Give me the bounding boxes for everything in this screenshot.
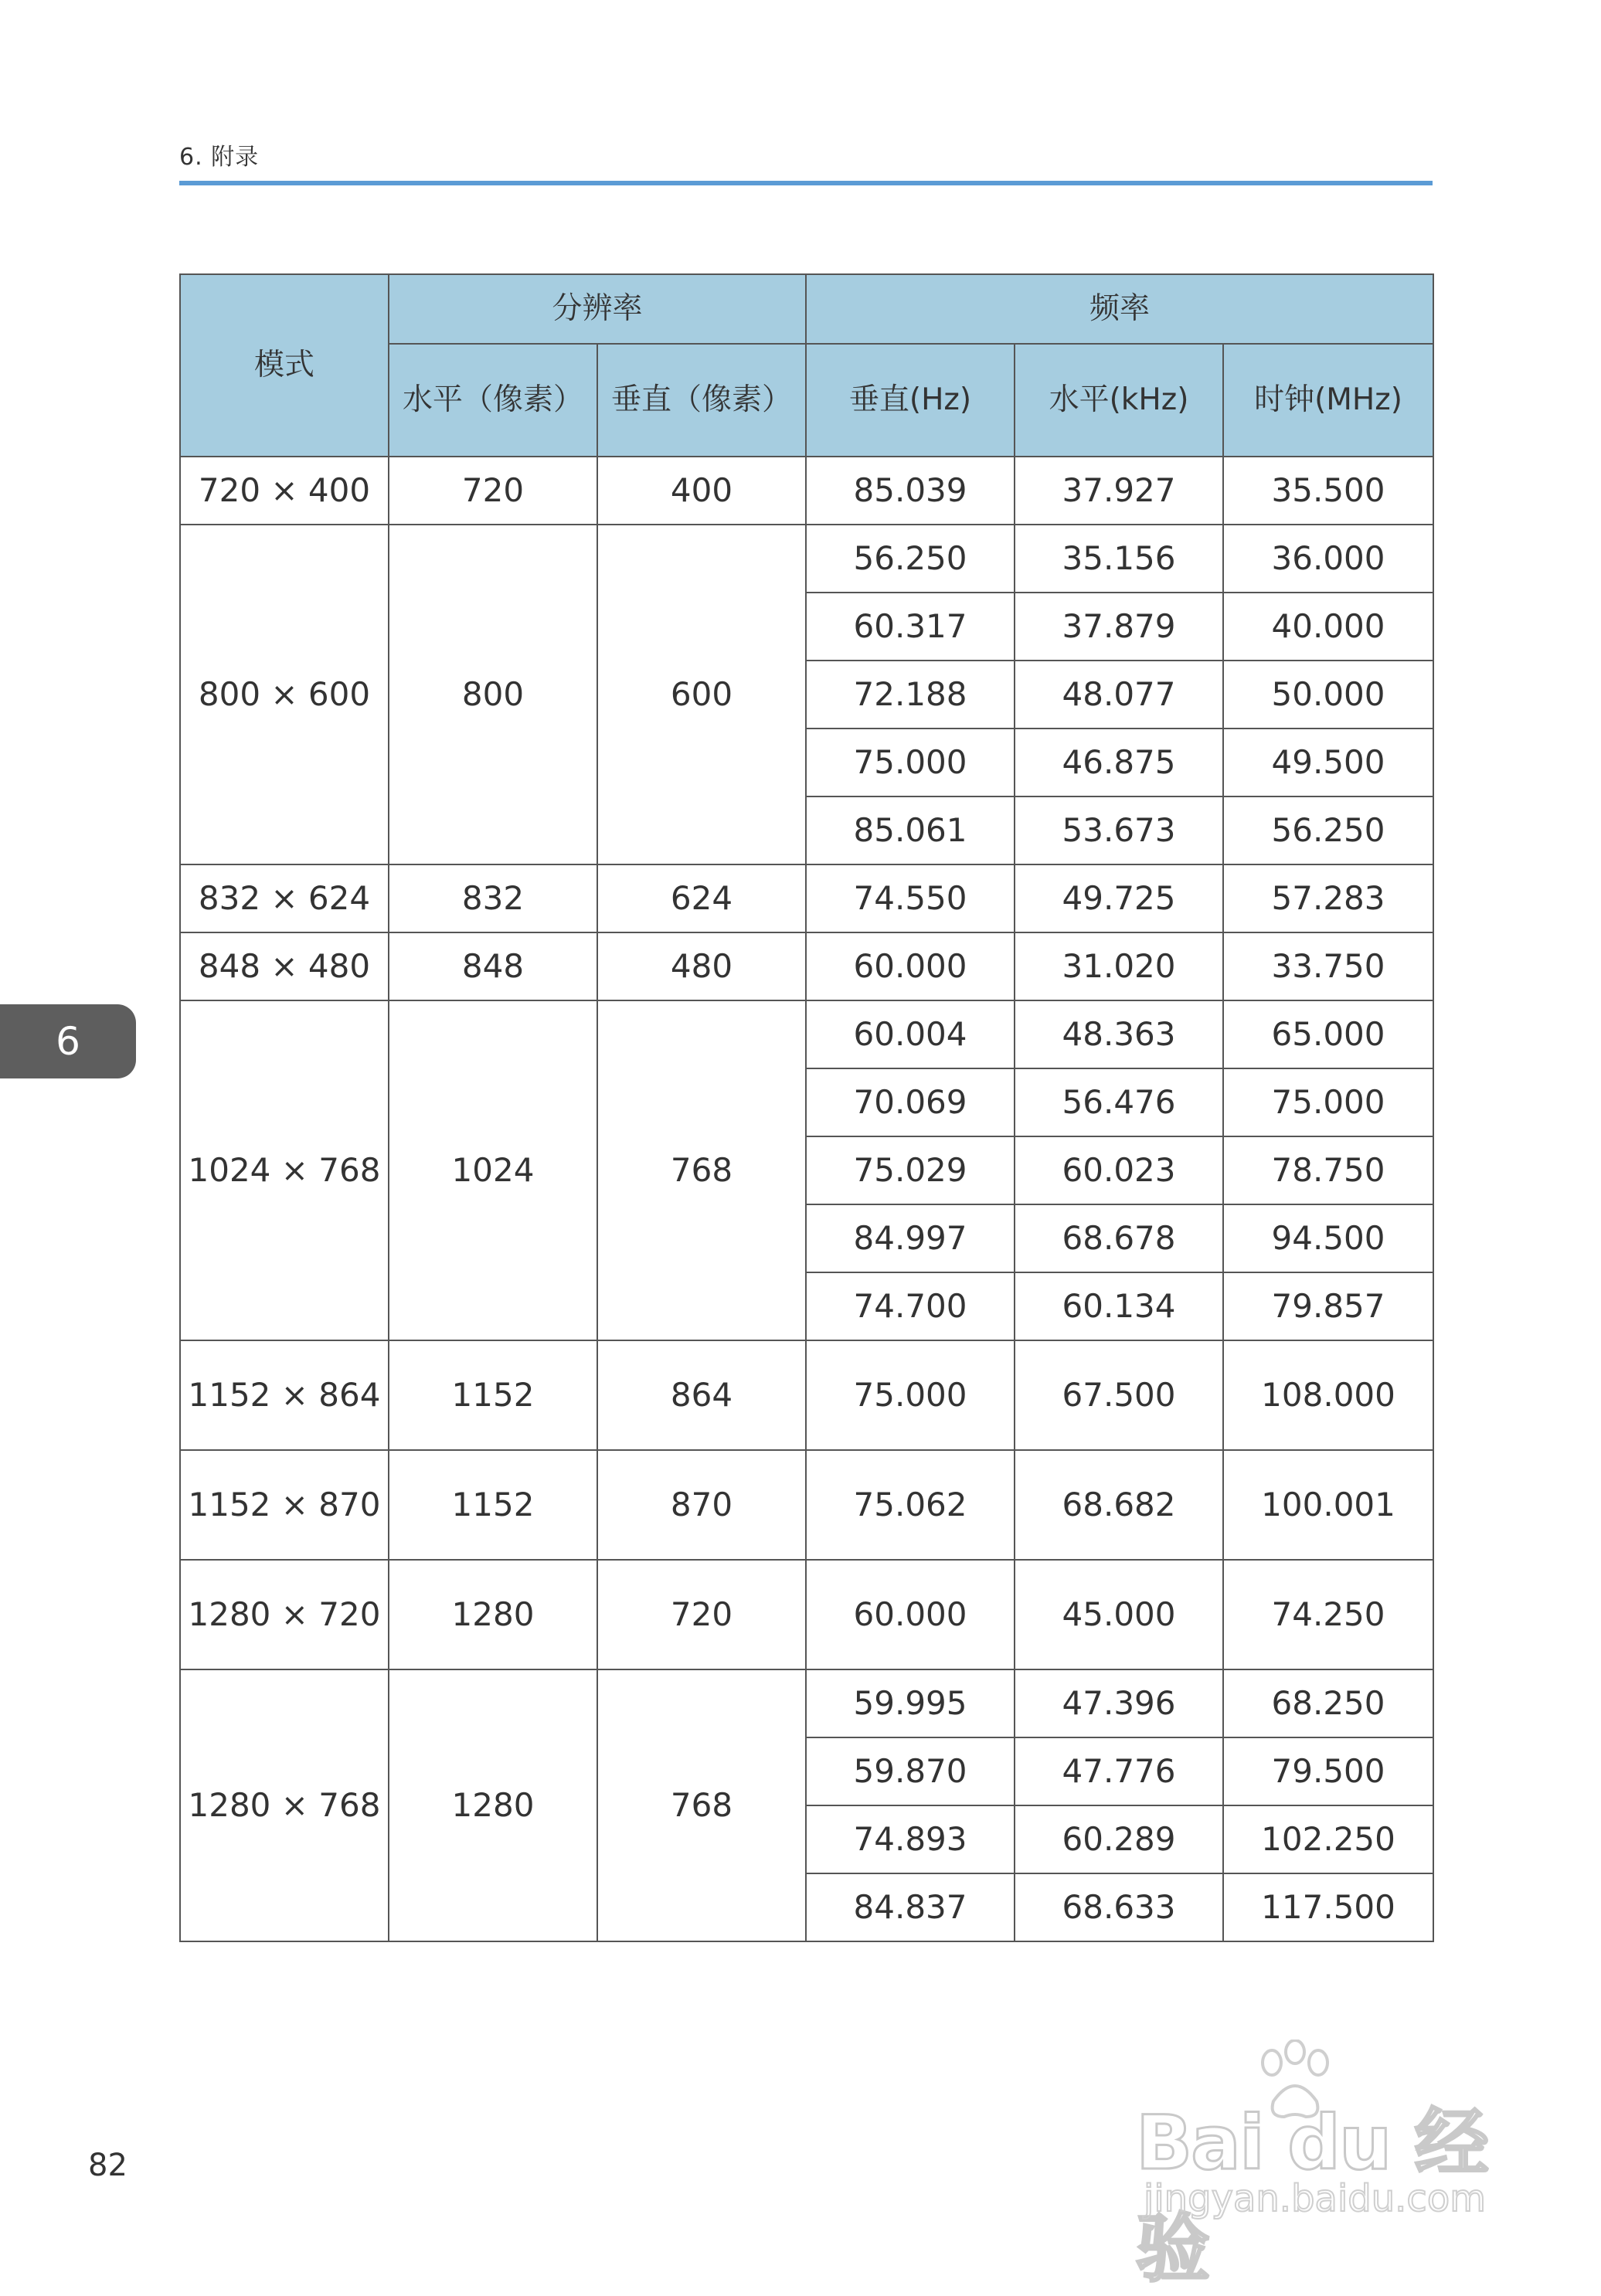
freq-horizontal-cell: 47.776 (1015, 1737, 1223, 1805)
freq-horizontal-cell: 60.023 (1015, 1136, 1223, 1204)
freq-horizontal-cell: 60.289 (1015, 1805, 1223, 1873)
freq-clock-cell: 117.500 (1223, 1873, 1433, 1941)
res-horizontal-cell: 848 (389, 932, 597, 1000)
freq-vertical-cell: 75.000 (806, 729, 1015, 796)
res-horizontal-cell: 1152 (389, 1340, 597, 1450)
freq-clock-cell: 75.000 (1223, 1068, 1433, 1136)
res-horizontal-cell: 800 (389, 525, 597, 864)
freq-clock-cell: 102.250 (1223, 1805, 1433, 1873)
freq-vertical-cell: 85.061 (806, 796, 1015, 864)
freq-vertical-cell: 60.317 (806, 593, 1015, 661)
res-horizontal-cell: 1152 (389, 1450, 597, 1560)
watermark (1136, 2040, 1522, 2292)
freq-horizontal-cell: 68.682 (1015, 1450, 1223, 1560)
watermark-brand: Bai du 经验 (1136, 2100, 1487, 2292)
freq-horizontal-cell: 60.134 (1015, 1272, 1223, 1340)
header-freq-clock: 时钟(MHz) (1223, 344, 1433, 457)
res-horizontal-cell: 720 (389, 457, 597, 525)
freq-vertical-cell: 75.029 (806, 1136, 1015, 1204)
header-res-vertical: 垂直（像素） (597, 344, 806, 457)
freq-clock-cell: 56.250 (1223, 796, 1433, 864)
mode-cell: 1024 × 768 (180, 1000, 389, 1340)
freq-vertical-cell: 85.039 (806, 457, 1015, 525)
mode-cell: 1152 × 870 (180, 1450, 389, 1560)
header-res-horizontal: 水平（像素） (389, 344, 597, 457)
freq-vertical-cell: 60.004 (806, 1000, 1015, 1068)
table-row (180, 1340, 1433, 1450)
res-vertical-cell: 870 (597, 1450, 806, 1560)
freq-vertical-cell: 60.000 (806, 1560, 1015, 1669)
freq-vertical-cell: 59.870 (806, 1737, 1015, 1805)
freq-clock-cell: 50.000 (1223, 661, 1433, 729)
freq-horizontal-cell: 47.396 (1015, 1669, 1223, 1737)
res-vertical-cell: 400 (597, 457, 806, 525)
mode-cell: 1280 × 768 (180, 1669, 389, 1941)
res-vertical-cell: 720 (597, 1560, 806, 1669)
res-vertical-cell: 768 (597, 1000, 806, 1340)
freq-vertical-cell: 72.188 (806, 661, 1015, 729)
freq-vertical-cell: 74.700 (806, 1272, 1015, 1340)
table-row (180, 1450, 1433, 1560)
freq-clock-cell: 74.250 (1223, 1560, 1433, 1669)
freq-horizontal-cell: 68.633 (1015, 1873, 1223, 1941)
res-vertical-cell: 600 (597, 525, 806, 864)
freq-clock-cell: 108.000 (1223, 1340, 1433, 1450)
table-header (180, 274, 1433, 457)
freq-clock-cell: 36.000 (1223, 525, 1433, 593)
freq-vertical-cell: 75.000 (806, 1340, 1015, 1450)
mode-cell: 832 × 624 (180, 864, 389, 932)
freq-clock-cell: 49.500 (1223, 729, 1433, 796)
table-row (180, 1669, 1433, 1737)
freq-clock-cell: 94.500 (1223, 1204, 1433, 1272)
freq-clock-cell: 79.500 (1223, 1737, 1433, 1805)
mode-cell: 1280 × 720 (180, 1560, 389, 1669)
freq-vertical-cell: 84.837 (806, 1873, 1015, 1941)
watermark-url: jingyan.baidu.com (1144, 2177, 1486, 2220)
freq-clock-cell: 35.500 (1223, 457, 1433, 525)
res-vertical-cell: 624 (597, 864, 806, 932)
resolution-frequency-table (179, 273, 1434, 1942)
freq-vertical-cell: 84.997 (806, 1204, 1015, 1272)
freq-clock-cell: 40.000 (1223, 593, 1433, 661)
freq-vertical-cell: 70.069 (806, 1068, 1015, 1136)
header-mode: 模式 (180, 274, 389, 457)
header-rule (179, 181, 1433, 185)
chapter-tab: 6 (0, 1004, 136, 1078)
freq-vertical-cell: 75.062 (806, 1450, 1015, 1560)
freq-vertical-cell: 74.893 (806, 1805, 1015, 1873)
freq-horizontal-cell: 37.879 (1015, 593, 1223, 661)
header-freq-horizontal: 水平(kHz) (1015, 344, 1223, 457)
freq-horizontal-cell: 56.476 (1015, 1068, 1223, 1136)
freq-horizontal-cell: 31.020 (1015, 932, 1223, 1000)
freq-vertical-cell: 56.250 (806, 525, 1015, 593)
table-row (180, 932, 1433, 1000)
mode-cell: 720 × 400 (180, 457, 389, 525)
freq-horizontal-cell: 67.500 (1015, 1340, 1223, 1450)
running-head: 6. 附录 (179, 144, 260, 171)
res-vertical-cell: 480 (597, 932, 806, 1000)
res-vertical-cell: 768 (597, 1669, 806, 1941)
freq-clock-cell: 100.001 (1223, 1450, 1433, 1560)
freq-horizontal-cell: 68.678 (1015, 1204, 1223, 1272)
freq-clock-cell: 68.250 (1223, 1669, 1433, 1737)
freq-horizontal-cell: 37.927 (1015, 457, 1223, 525)
freq-clock-cell: 79.857 (1223, 1272, 1433, 1340)
freq-horizontal-cell: 35.156 (1015, 525, 1223, 593)
freq-vertical-cell: 74.550 (806, 864, 1015, 932)
table-row (180, 864, 1433, 932)
res-horizontal-cell: 1280 (389, 1669, 597, 1941)
res-horizontal-cell: 832 (389, 864, 597, 932)
freq-clock-cell: 33.750 (1223, 932, 1433, 1000)
table-row (180, 525, 1433, 593)
freq-horizontal-cell: 46.875 (1015, 729, 1223, 796)
mode-cell: 800 × 600 (180, 525, 389, 864)
header-resolution: 分辨率 (389, 274, 806, 344)
table-row (180, 457, 1433, 525)
table-body (180, 457, 1433, 1941)
header-frequency: 频率 (806, 274, 1433, 344)
mode-cell: 848 × 480 (180, 932, 389, 1000)
header-freq-vertical: 垂直(Hz) (806, 344, 1015, 457)
res-horizontal-cell: 1280 (389, 1560, 597, 1669)
page-number: 82 (88, 2148, 127, 2183)
freq-horizontal-cell: 53.673 (1015, 796, 1223, 864)
freq-clock-cell: 65.000 (1223, 1000, 1433, 1068)
freq-clock-cell: 57.283 (1223, 864, 1433, 932)
freq-vertical-cell: 59.995 (806, 1669, 1015, 1737)
res-horizontal-cell: 1024 (389, 1000, 597, 1340)
res-vertical-cell: 864 (597, 1340, 806, 1450)
mode-cell: 1152 × 864 (180, 1340, 389, 1450)
freq-horizontal-cell: 48.077 (1015, 661, 1223, 729)
table-row (180, 1560, 1433, 1669)
freq-clock-cell: 78.750 (1223, 1136, 1433, 1204)
freq-horizontal-cell: 49.725 (1015, 864, 1223, 932)
freq-vertical-cell: 60.000 (806, 932, 1015, 1000)
freq-horizontal-cell: 48.363 (1015, 1000, 1223, 1068)
table-row (180, 1000, 1433, 1068)
freq-horizontal-cell: 45.000 (1015, 1560, 1223, 1669)
